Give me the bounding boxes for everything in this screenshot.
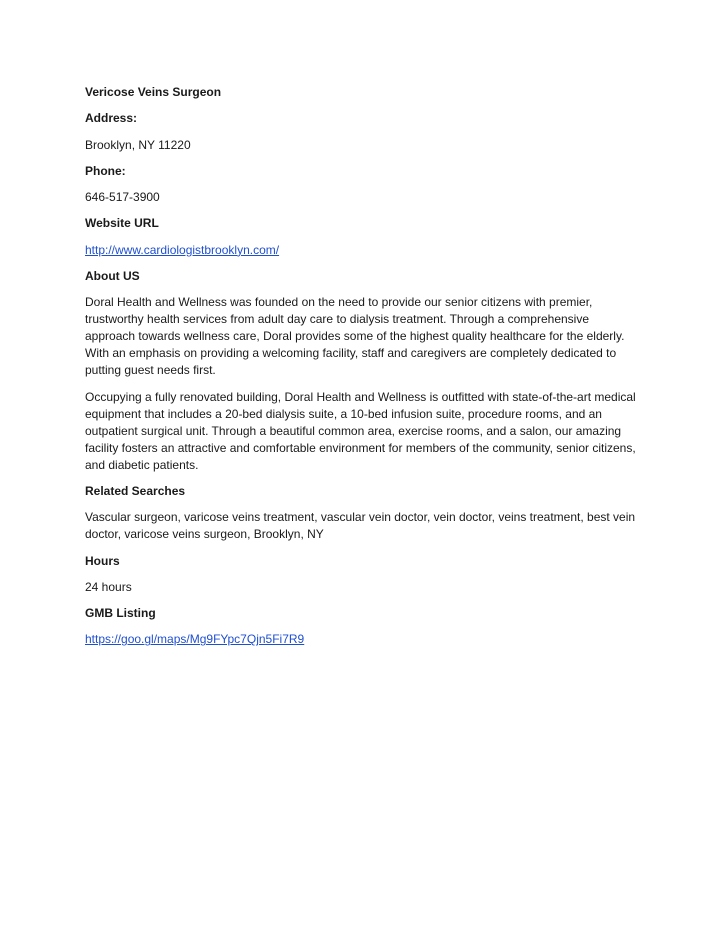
about-paragraph-2: Occupying a fully renovated building, Doral Health and Wellness is outfitted with state-of-the-art medical equipment that includes a 20-bed dialysis suite, a 10-bed infusion suite, procedure rooms, and an outpatient surgical unit. Through a beautiful common area, exercise rooms, and a salon, our amazing facility fosters an attractive and comfortable environment for members of the community, senior citizens, and diabetic patients. bbox=[85, 389, 636, 472]
phone-label: Phone: bbox=[85, 163, 126, 178]
about-paragraph-1: Doral Health and Wellness was founded on the need to provide our senior citizens with premier, trustworthy health services from adult day care to dialysis treatment. Through a comprehensive approach towards wellness care, Doral provides some of the highest quality healthcare for the elderly. With an emphasis on providing a welcoming facility, staff and caregivers are completely dedicated to putting guest needs first. bbox=[85, 295, 625, 378]
website-link-row bbox=[85, 242, 637, 259]
gmb-listing-label: GMB Listing bbox=[85, 606, 156, 621]
related-searches-label: Related Searches bbox=[85, 483, 186, 498]
document-title: Vericose Veins Surgeon bbox=[85, 85, 222, 99]
about-label: About US bbox=[85, 269, 140, 284]
gmb-listing-link[interactable]: https://goo.gl/maps/Mg9FYpc7Qjn5Fi7R9 bbox=[85, 632, 305, 647]
document-page bbox=[85, 84, 637, 658]
related-searches-value: Vascular surgeon, varicose veins treatment, vascular vein doctor, vein doctor, veins treatment, best vein doctor, varicose veins surgeon, Brooklyn, NY bbox=[85, 510, 636, 542]
address-label: Address: bbox=[85, 111, 138, 126]
hours-value: 24 hours bbox=[85, 579, 132, 594]
phone-value: 646-517-3900 bbox=[85, 190, 160, 205]
website-label: Website URL bbox=[85, 216, 159, 231]
address-value: Brooklyn, NY 11220 bbox=[85, 137, 191, 152]
hours-label: Hours bbox=[85, 553, 120, 568]
website-link[interactable]: http://www.cardiologistbrooklyn.com/ bbox=[85, 242, 280, 257]
gmb-link-row bbox=[85, 631, 637, 648]
